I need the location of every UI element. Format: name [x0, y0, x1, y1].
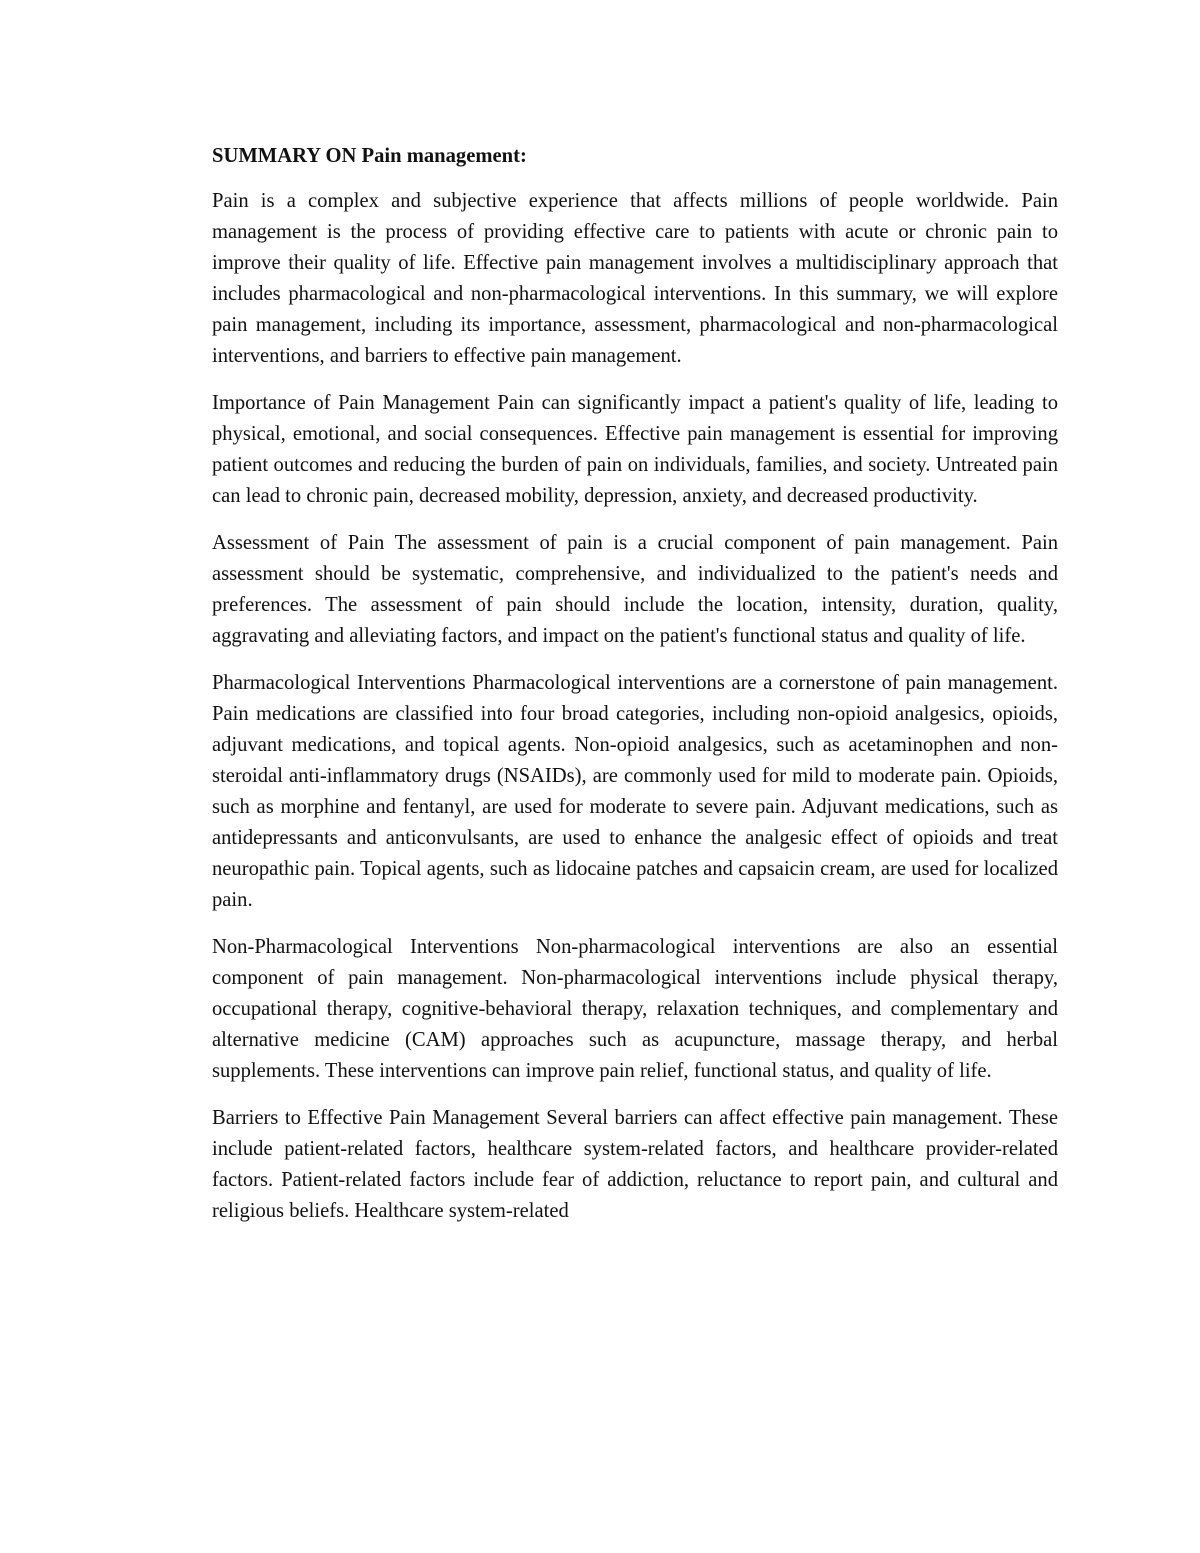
document-body	[212, 141, 1058, 1243]
paragraph-assessment: Assessment of Pain The assessment of pain is a crucial component of pain management. Pain assessment should be systematic, comprehensive, and individualized to the patient's needs and preferences. The assessment of pain should include the location, intensity, duration, quality, aggravating and alleviating factors, and impact on the patient's functional status and quality of life.	[212, 532, 1058, 647]
document-title: SUMMARY ON Pain management:	[212, 145, 527, 167]
paragraph-non-pharmacological: Non-Pharmacological Interventions Non-pharmacological interventions are also an essential component of pain management. Non-pharmacological interventions include physical therapy, occupational therapy, cognitive-behavioral therapy, relaxation techniques, and complementary and alternative medicine (CAM) approaches such as acupuncture, massage therapy, and herbal supplements. These interventions can improve pain relief, functional status, and quality of life.	[212, 936, 1058, 1082]
paragraph-importance: Importance of Pain Management Pain can significantly impact a patient's quality of life, leading to physical, emotional, and social consequences. Effective pain management is essential for improving patient outcomes and reducing the burden of pain on individuals, families, and society. Untreated pain can lead to chronic pain, decreased mobility, depression, anxiety, and decreased productivity.	[212, 392, 1058, 507]
paragraph-pharmacological: Pharmacological Interventions Pharmacological interventions are a cornerstone of pain management. Pain medications are classified into four broad categories, including non-opioid analgesics, opioids, adjuvant medications, and topical agents. Non-opioid analgesics, such as acetaminophen and non-steroidal anti-inflammatory drugs (NSAIDs), are commonly used for mild to moderate pain. Opioids, such as morphine and fentanyl, are used for moderate to severe pain. Adjuvant medications, such as antidepressants and anticonvulsants, are used to enhance the analgesic effect of opioids and treat neuropathic pain. Topical agents, such as lidocaine patches and capsaicin cream, are used for localized pain.	[212, 672, 1058, 911]
paragraph-introduction: Pain is a complex and subjective experience that affects millions of people worldwide. Pain management is the process of providing effective care to patients with acute or chronic pain to improve their quality of life. Effective pain management involves a multidisciplinary approach that includes pharmacological and non-pharmacological interventions. In this summary, we will explore pain management, including its importance, assessment, pharmacological and non-pharmacological interventions, and barriers to effective pain management.	[212, 190, 1058, 367]
paragraph-barriers: Barriers to Effective Pain Management Several barriers can affect effective pain management. These include patient-related factors, healthcare system-related factors, and healthcare provider-related factors. Patient-related factors include fear of addiction, reluctance to report pain, and cultural and religious beliefs. Healthcare system-related	[212, 1107, 1058, 1222]
